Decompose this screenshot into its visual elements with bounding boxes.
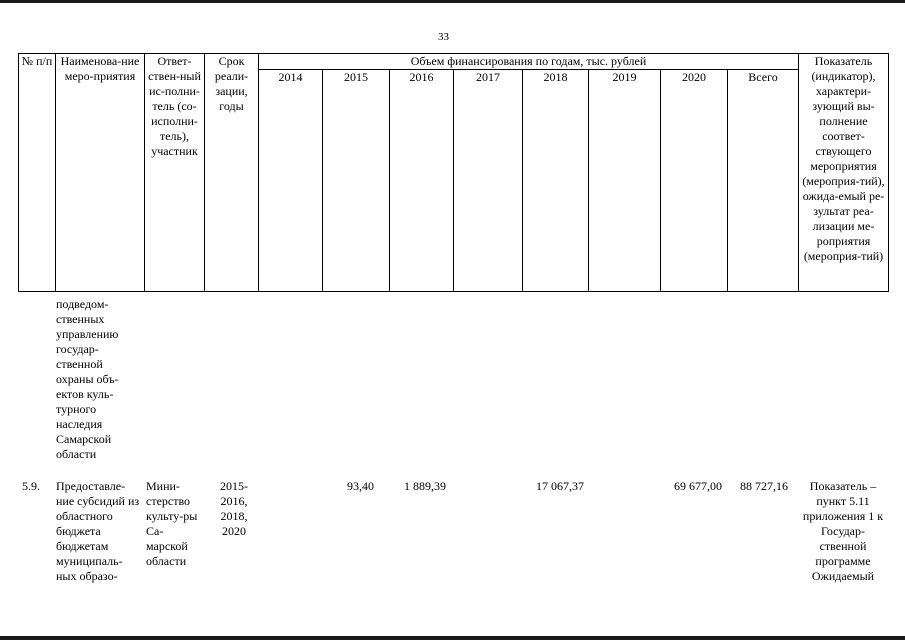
continuation-text: подведом-ственных управлению государ-ственной охраны объ-ектов куль-турного наследия Самарской области <box>56 297 119 461</box>
scan-bottom-edge <box>0 636 905 640</box>
header-num: № п/п <box>19 54 56 292</box>
row-value-2016: 1 889,39 <box>404 479 446 493</box>
header-total: Всего <box>728 70 799 292</box>
row-number: 5.9. <box>22 479 40 493</box>
row-responsible: Мини-стерство культу-ры Са-марской области <box>146 479 198 568</box>
funding-table-header <box>18 53 889 292</box>
header-year-2018: 2018 <box>523 70 589 292</box>
header-indicator: Показатель (индикатор), характери-зующий вы-полнение соответ-ствующего мероприятия (мероприя-тий), ожида-емый ре-зультат реа-лизации ме-роприятия (мероприя-тий) <box>799 54 889 292</box>
scan-top-edge <box>0 0 905 3</box>
header-year-2019: 2019 <box>589 70 661 292</box>
header-year-2017: 2017 <box>454 70 523 292</box>
row-period: 2015-2016, 2018, 2020 <box>220 479 248 538</box>
header-period: Срок реали-зации, годы <box>205 54 259 292</box>
header-year-2020: 2020 <box>661 70 728 292</box>
row-value-total: 88 727,16 <box>740 479 788 493</box>
header-name: Наименова-ние меро-приятия <box>56 54 145 292</box>
header-year-2016: 2016 <box>390 70 454 292</box>
header-year-2014: 2014 <box>259 70 323 292</box>
row-value-2015: 93,40 <box>347 479 374 493</box>
header-funding: Объем финансирования по годам, тыс. рублей <box>259 54 799 70</box>
row-value-2020: 69 677,00 <box>674 479 722 493</box>
row-value-2018: 17 067,37 <box>536 479 584 493</box>
header-year-2015: 2015 <box>323 70 390 292</box>
row-indicator: Показатель – пункт 5.11 приложения 1 к Государ-ственной программе Ожидаемый <box>802 479 884 583</box>
page-number: 33 <box>438 31 449 43</box>
row-name: Предоставле-ние субсидий из областного бюджета бюджетам муниципаль-ных образо- <box>56 479 140 583</box>
header-responsible: Ответ-ствен-ный ис-полни-тель (со-исполни-тель), участник <box>145 54 205 292</box>
